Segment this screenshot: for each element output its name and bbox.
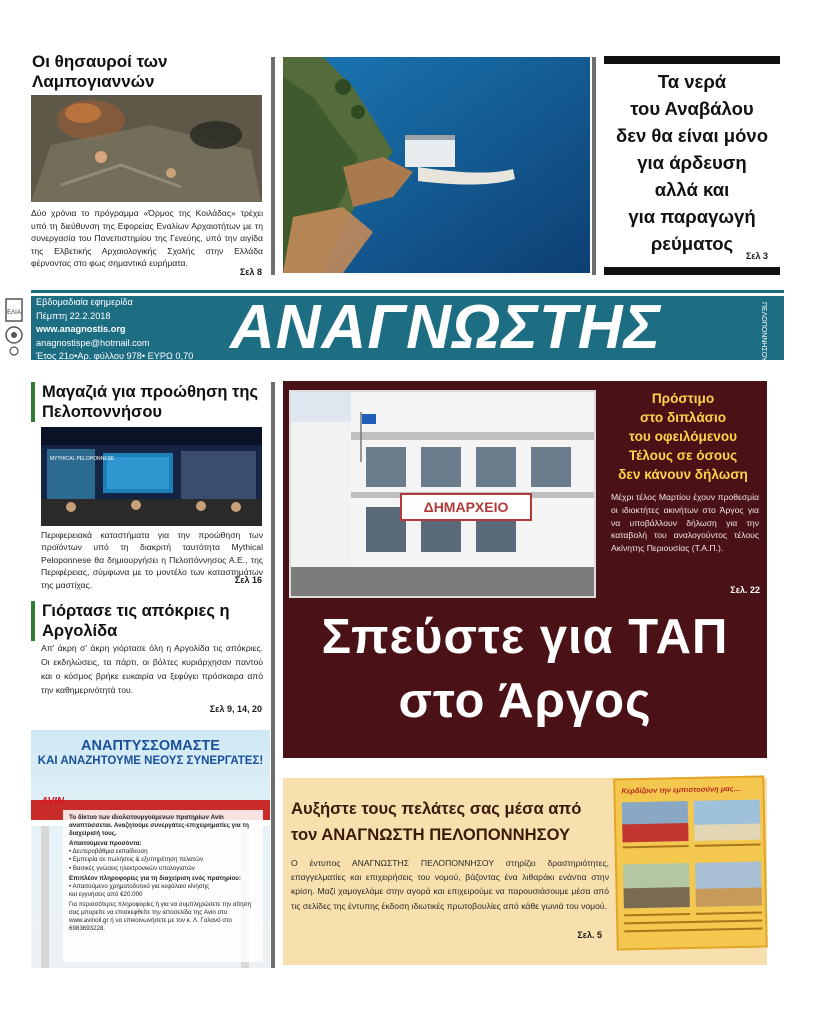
- masthead-website[interactable]: www.anagnostis.org: [36, 324, 126, 335]
- top-right-page-ref[interactable]: Σελ 3: [745, 251, 768, 261]
- masthead-badges: [4, 297, 24, 357]
- top-left-page-ref[interactable]: Σελ 8: [239, 267, 262, 277]
- top-right-rule-top: [604, 56, 780, 64]
- top-right-rule-bottom: [604, 267, 780, 275]
- section-accent-bar: [31, 601, 35, 641]
- main-headline[interactable]: [283, 605, 767, 733]
- anavalos-sea-photo: [283, 57, 590, 273]
- fine-body: Μέχρι τέλος Μαρτίου έχουν προθεσμία οι ιδιοκτήτες ακινήτων στο Άργος για να υποβάλλουν δήλωση για την καταβολή του αναλογούντος τέλους Ακίνητης Περιουσίας (Τ.Α.Π.).: [611, 492, 759, 554]
- shops-page-ref[interactable]: Σελ 16: [234, 575, 262, 585]
- logo-subtitle-vertical: [752, 300, 767, 362]
- ad-heading: ΑΝΑΠΤΥΣΣΟΜΑΣΤΕ: [81, 738, 220, 754]
- column-divider: [271, 382, 275, 968]
- ad-footer: Για περισσότερες πληροφορίες ή για να συμπληρώσετε την αίτηση σας μπορείτε να επισκεφθείτε την ιστοσελίδα της Avin στο www.avinoil.gr ή να επικοινωνήσετε με τον κ. Λ. Γαλανό στο 6983693228.: [69, 900, 252, 933]
- store-sign: MYTHICAL PELOPONNESE: [50, 456, 115, 462]
- headline-line: για άρδευση: [637, 152, 747, 173]
- ad-text-panel: [63, 810, 263, 962]
- logo-subtitle: [752, 300, 767, 362]
- main-headline-line: Σπεύστε για ΤΑΠ: [321, 610, 729, 664]
- mythical-peloponnese-photo: [41, 427, 262, 526]
- headline-line: δεν θα είναι μόνο: [615, 125, 768, 146]
- ad-req-item: • Δευτεροβάθμια εκπαίδευση: [69, 848, 148, 856]
- logo-subtitle-text: ΠΕΛΟΠΟΝΝΗΣΟΥ: [760, 302, 767, 362]
- carnival-page-ref[interactable]: Σελ 9, 14, 20: [209, 704, 262, 714]
- page-mockup-image: [613, 775, 768, 950]
- ad-intro: Το δίκτυο των ιδιολειτουργούμενων πρατηρίων Avin αναπτύσσεται. Αναζητούμε συνεργάτες-επιχειρηματίες για τη διαχείρισή τους.: [69, 814, 249, 838]
- main-headline-line: στο Άργος: [398, 674, 652, 728]
- ad-req-title: Απαιτούμενα προσόντα:: [69, 840, 142, 848]
- top-left-headline[interactable]: Οι θησαυροί των Λαμπογιαννών: [32, 52, 168, 91]
- mockup-title: Κερδίζουν την εμπιστοσύνη μας…: [621, 783, 742, 796]
- divers-photo: [31, 95, 262, 202]
- headline-line: του Αναβάλου: [630, 98, 754, 119]
- town-hall-sign: ΔΗΜΑΡΧΕΙΟ: [423, 499, 509, 515]
- carnival-body: Απ' άκρη σ' άκρη γιόρτασε όλη η Αργολίδα τις απόκριες. Οι εκδηλώσεις, τα πάρτι, οι βόλτες κυριάρχησαν παντού και ο κόσμος βρήκε ευκαιρία να ξεφύγει πρόσκαιρα από την καθημερινότητά του.: [41, 643, 263, 695]
- shops-headline[interactable]: Μαγαζιά για προώθηση της Πελοποννήσου: [42, 383, 259, 421]
- promo-page-ref[interactable]: Σελ. 5: [577, 930, 602, 940]
- ad-req-item: • Βασικές γνώσεις ηλεκτρονικών υπολογιστών: [69, 864, 195, 872]
- fine-headline-line: στο διπλάσιο: [639, 410, 727, 425]
- badge-label: ΕΛΙΑ: [7, 310, 21, 316]
- promo-headline[interactable]: Αυξήστε τους πελάτες σας μέσα από τον ΑΝΑΓΝΩΣΤΗ ΠΕΛΟΠΟΝΝΗΣΟΥ: [291, 799, 582, 844]
- masthead-issue: Έτος 21ο•Αρ. φύλλου 978• ΕΥΡΩ 0,70: [36, 351, 194, 362]
- masthead-tagline: Εβδομαδιαία εφημερίδα: [36, 297, 133, 307]
- town-hall-illustration: [291, 392, 594, 596]
- fine-headline-line: Πρόστιμο: [651, 391, 715, 406]
- ad-cond-title: Επιπλέον πληροφορίες για τη διαχείριση ενός πρατηρίου:: [69, 874, 241, 882]
- badge-icons: [4, 297, 24, 357]
- fine-headline-line: δεν κάνουν δήλωση: [618, 467, 748, 482]
- masthead-email[interactable]: anagnostispe@hotmail.com: [36, 337, 150, 348]
- ad-subheading: ΚΑΙ ΑΝΑΖΗΤΟΥΜΕ ΝΕΟΥΣ ΣΥΝΕΡΓΑΤΕΣ!: [37, 755, 264, 767]
- column-divider: [271, 57, 275, 275]
- carnival-headline[interactable]: Γιόρτασε τις απόκριες η Αργολίδα: [42, 602, 230, 640]
- fine-headline-line: του οφειλόμενου: [628, 429, 738, 444]
- shops-body: Περιφερειακά καταστήματα για την προώθηση των προϊόντων υπό τη διακριτή ταυτότητα Mythical Peloponnese θα δημιουργήσει η Πελοπόννησος Α.Ε., της Περιφέρειας, σύμφωνα με το μοντέλο των καταστημάτων της μαστίχας.: [41, 530, 263, 590]
- avin-advertisement[interactable]: [31, 730, 270, 968]
- promo-body: Ο έντυπος ΑΝΑΓΝΩΣΤΗΣ ΠΕΛΟΠΟΝΝΗΣΟΥ στηρίζει δραστηριότητες, επαγγελματίες και επιχειρήσεις του νομού, βάζοντας ένα λιθαράκι ενάντια στην κρίση. Μαζί χαμογελάμε στην αγορά και επιχειρούμε να παρουσιάσουμε μέσα από τις σελίδες της έντυπης έκδοση ιδιωτικές πρωτοβουλίες από κάθε γωνιά του νομού.: [291, 858, 609, 911]
- fine-headline[interactable]: [604, 389, 762, 484]
- fine-headline-line: Τέλους σε όσους: [628, 448, 738, 463]
- coast-illustration: [283, 57, 590, 273]
- town-hall-photo: [289, 390, 596, 598]
- headline-line: Τα νερά: [657, 71, 727, 92]
- top-left-body: Δύο χρόνια το πρόγραμμα «Όρμος της Κοιλάδας» τρέχει υπό τη διεύθυνση της Εφορείας Εναλίων Αρχαιοτήτων με τη συνεργασία του Πανεπιστημίου της Γενεύης, υπό την αιγίδα της Ελβετικής Αρχαιολογικής Σχολής στην Ελλάδα φέρνοντας στο φως σημαντικά ευρήματα.: [31, 208, 263, 269]
- masthead-info: [36, 296, 226, 364]
- headline-line: αλλά και: [654, 179, 730, 200]
- mockup-photos: [615, 777, 770, 952]
- main-page-ref[interactable]: Σελ. 22: [730, 585, 760, 595]
- headline-line: ρεύματος: [650, 233, 734, 254]
- top-right-headline[interactable]: [604, 68, 780, 257]
- ad-cond-item: • Απαιτούμενο χρηματοδοτικό για κεφάλαιο κίνησης: [69, 882, 210, 890]
- newspaper-logo[interactable]: ΑΝΑΓΝΩΣΤΗΣ: [230, 293, 662, 362]
- ad-req-item: • Εμπειρία σε πωλήσεις & εξυπηρέτηση πελατών: [69, 856, 204, 864]
- divers-illustration: [31, 95, 262, 202]
- column-divider: [592, 57, 596, 275]
- masthead-date: Πέμπτη 22.2.2018: [36, 310, 111, 321]
- store-illustration: [41, 427, 262, 526]
- ad-cond-item: και εγγυήσεις από €20.000: [69, 890, 143, 898]
- avin-logo: AVIN: [41, 796, 65, 807]
- headline-line: για παραγωγή: [628, 206, 756, 227]
- section-accent-bar: [31, 382, 35, 422]
